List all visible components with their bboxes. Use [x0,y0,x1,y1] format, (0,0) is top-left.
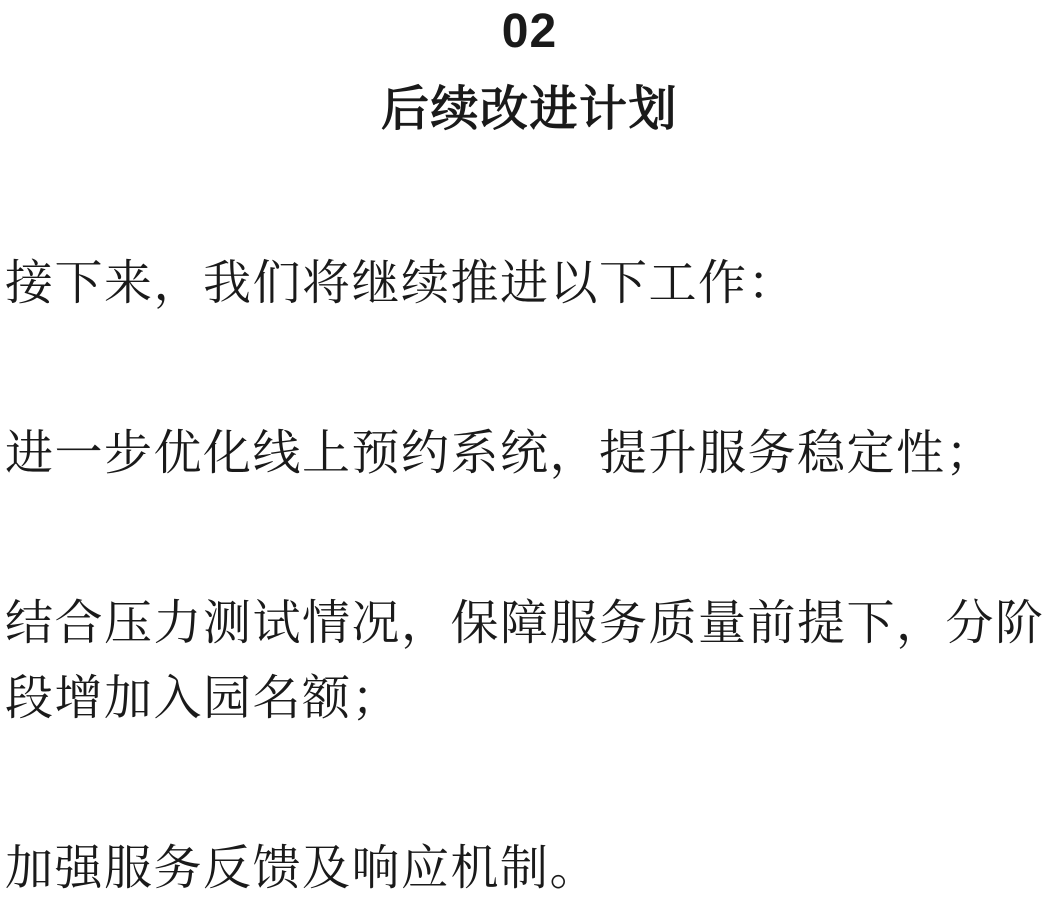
paragraph-intro: 接下来，我们将继续推进以下工作： [5,257,798,310]
paragraph-increase-quota: 结合压力测试情况，保障服务质量前提下，分阶段增加入园名额； [5,597,1045,725]
section-number: 02 [501,5,558,58]
paragraph-feedback-mechanism: 加强服务反馈及响应机制。 [5,842,600,895]
section-title: 后续改进计划 [380,83,678,136]
paragraph-optimize-reservation: 进一步优化线上预约系统，提升服务稳定性； [5,427,996,480]
